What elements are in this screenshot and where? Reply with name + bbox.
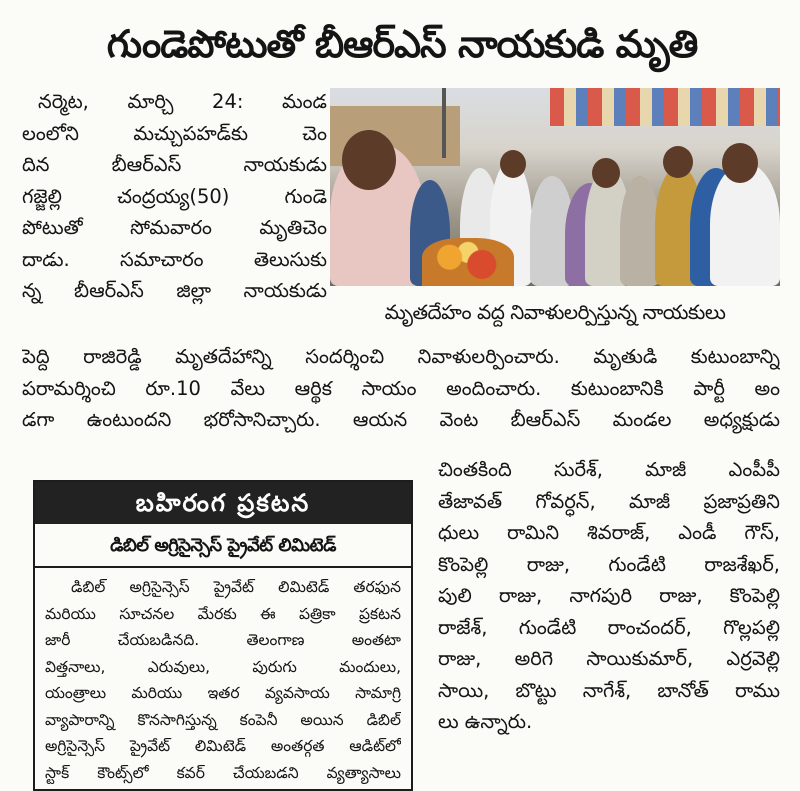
article-line: కొంపెల్లి రాజు, గుండేటి రాజశేఖర్, bbox=[438, 552, 780, 576]
article-line: నర్మెట, మార్చి 24: మండ bbox=[38, 90, 327, 113]
article-full-width bbox=[22, 341, 780, 436]
ad-line: జారీ చేయబడినది. తెలంగాణ అంతటా bbox=[45, 631, 401, 649]
ad-line: మరియు సూచనల మేరకు ఈ పత్రికా ప్రకటన bbox=[45, 604, 401, 623]
article-line: పులి రాజు, నాగపురి రాజు, కొంపెల్లి bbox=[438, 584, 780, 607]
clipped-previous-text bbox=[30, 0, 550, 8]
ad-title: బహిరంగ ప్రకటన bbox=[35, 482, 411, 524]
ad-body bbox=[35, 568, 411, 786]
article-right-column bbox=[438, 454, 780, 738]
article-line: దాడు. సమాచారం తెలుసుకు bbox=[22, 247, 327, 271]
ad-line: స్టాక్ కౌంట్స్‌లో కవర్ చేయబడని వ్యత్యాసాలు bbox=[45, 763, 401, 782]
headline: గుండెపోటుతో బీఆర్ఎస్ నాయకుడి మృతి bbox=[106, 22, 698, 66]
article-line: గజ్జెల్లి చంద్రయ్య(50) గుండె bbox=[22, 184, 327, 208]
article-line: చింతకింది సురేశ్, మాజీ ఎంపీపీ bbox=[438, 458, 780, 481]
ad-line: అగ్రిసైన్సెస్ ప్రైవేట్ లిమిటెడ్ అంతర్గత ఆడిట్‌లో bbox=[45, 737, 401, 755]
ad-line: వ్యాపారాన్ని కొనసాగిస్తున్న కంపెనీ అయిన డిబిల్ bbox=[45, 710, 401, 729]
ad-line: విత్తనాలు, ఎరువులు, పురుగు మందులు, bbox=[45, 657, 401, 676]
news-photo bbox=[330, 88, 780, 286]
article-line: రాజు, అరిగె సాయికుమార్, ఎర్రవెల్లి bbox=[438, 647, 780, 670]
article-line: రాజేశ్, గుండేటి రాంచందర్, గొల్లపల్లి bbox=[438, 615, 780, 639]
article-line: పరామర్శించి రూ.10 వేలు ఆర్థిక సాయం అందించారు. కుటుంబానికి పార్టీ అం bbox=[22, 376, 780, 400]
article-line: ధులు రామిని శివరాజ్, ఎండీ గౌస్, bbox=[438, 521, 780, 544]
article-line: సాయి, బొట్టు నాగేశ్, బానోత్ రాము bbox=[438, 678, 780, 702]
article-line: పోటుతో సోమవారం మృతిచెం bbox=[22, 216, 327, 239]
article-line: లంలోని మచ్చుపహడ్‌కు చెం bbox=[22, 121, 327, 145]
ad-line: యంత్రాలు మరియు ఇతర వ్యవసాయ సామాగ్రి bbox=[45, 684, 401, 702]
public-notice-ad bbox=[33, 480, 413, 791]
photo-caption: మృతదేహం వద్ద నివాళులర్పిస్తున్న నాయకులు bbox=[384, 300, 726, 324]
article-line: న్న బీఆర్ఎస్ జిల్లా నాయకుడు bbox=[22, 279, 327, 302]
article-line: పెద్ది రాజిరెడ్డి మృతదేహాన్ని సందర్శించి నివాళులర్పించారు. మృతుడి కుటుంబాన్ని bbox=[22, 345, 780, 368]
ad-line: డిబిల్ అగ్రిసైన్సెస్ ప్రైవేట్ లిమిటెడ్ తరఫున bbox=[71, 578, 401, 596]
ad-company-name: డిబిల్ అగ్రిసైన్సెస్ ప్రైవేట్ లిమిటెడ్ bbox=[35, 524, 411, 568]
article-line: తేజావత్ గోవర్ధన్, మాజీ ప్రజాప్రతిని bbox=[438, 489, 780, 513]
article-line: దిన బీఆర్ఎస్ నాయకుడు bbox=[22, 153, 327, 176]
article-left-column bbox=[22, 86, 327, 307]
article-line: లు ఉన్నారు. bbox=[438, 710, 533, 733]
article-line: డగా ఉంటుందని భరోసానిచ్చారు. ఆయన వెంట బీఆర్ఎస్ మండల అధ్యక్షుడు bbox=[22, 408, 780, 431]
